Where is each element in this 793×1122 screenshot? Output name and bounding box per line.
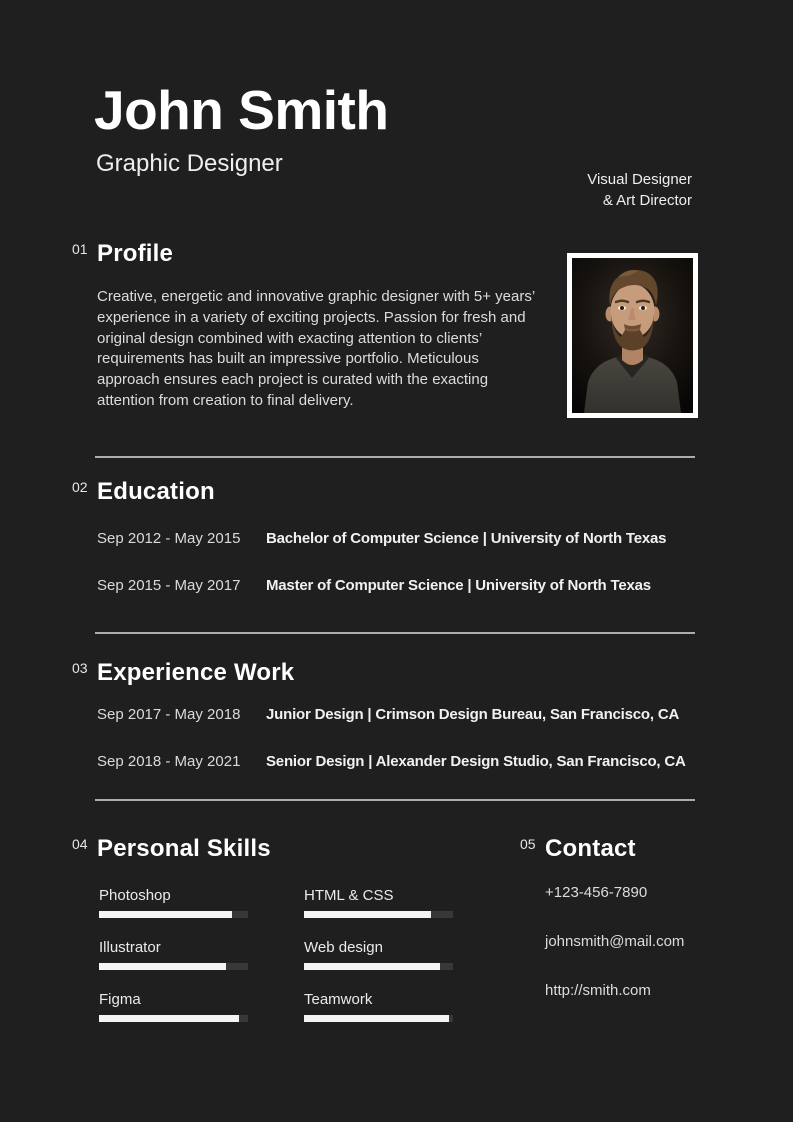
skill-item [304,887,453,918]
skill-bar-track [304,963,453,970]
skill-name: Illustrator [99,939,161,956]
skill-name: HTML & CSS [304,887,394,904]
portrait-illustration [572,258,693,413]
skill-bar-track [99,911,248,918]
divider [95,632,695,634]
tagline-line-1: Visual Designer [587,171,692,188]
contact-email[interactable]: johnsmith@mail.com [545,933,685,950]
skill-bar-track [304,911,453,918]
skill-bar-track [304,1015,453,1022]
section-title: Education [97,478,215,505]
experience-role: Junior Design | Crimson Design Bureau, San Francisco, CA [266,706,680,723]
section-title: Experience Work [97,659,295,686]
education-degree: Master of Computer Science | University of North Texas [266,577,651,594]
skill-bar-track [99,1015,248,1022]
profile-text: Creative, energetic and innovative graphic designer with 5+ years’ experience in a variety of exciting projects. Passion for fresh and original design combined with exacting attention to clients’ requirements has built an impressive portfolio. Meticulous approach ensures each project is curated with the exacting attention from creation to final delivery. [97,288,535,409]
skill-name: Web design [304,939,383,956]
skill-name: Figma [99,991,141,1008]
experience-dates: Sep 2017 - May 2018 [97,706,241,723]
section-number: 01 [72,241,88,257]
experience-role: Senior Design | Alexander Design Studio, San Francisco, CA [266,753,686,770]
education-row [97,577,793,594]
person-name: John Smith [94,79,389,141]
section-number: 03 [72,660,88,676]
section-number: 02 [72,479,88,495]
section-contact [520,835,793,1031]
experience-row [97,753,793,770]
section-number: 04 [72,836,88,852]
education-heading [0,478,793,506]
skill-bar-fill [99,1015,239,1022]
job-title: Graphic Designer [96,150,283,177]
divider [95,456,695,458]
education-dates: Sep 2015 - May 2017 [97,577,241,594]
skill-item [99,991,248,1022]
section-title: Profile [97,240,174,267]
divider [95,799,695,801]
skill-item [99,939,248,970]
experience-row [97,706,793,723]
skill-bar-fill [99,911,232,918]
skills-column-right [304,887,453,1022]
education-row [97,530,793,547]
section-number: 05 [520,836,536,852]
section-education [0,478,793,594]
skill-bar-fill [304,911,431,918]
skills-column-left [99,887,248,1022]
skill-name: Photoshop [99,887,171,904]
contact-website[interactable]: http://smith.com [545,982,651,999]
experience-dates: Sep 2018 - May 2021 [97,753,241,770]
skill-bar-fill [304,1015,449,1022]
skill-item [304,991,453,1022]
contact-phone[interactable]: +123-456-7890 [545,884,648,901]
contact-list [545,884,793,999]
tagline [587,169,692,211]
contact-heading [520,835,793,863]
experience-heading [0,659,793,687]
section-title: Contact [545,835,636,862]
skill-item [99,887,248,918]
skill-name: Teamwork [304,991,373,1008]
skill-bar-track [99,963,248,970]
section-title: Personal Skills [97,835,271,862]
profile-photo [567,253,698,418]
skill-bar-fill [304,963,440,970]
skill-item [304,939,453,970]
tagline-line-2: & Art Director [602,192,692,209]
section-experience [0,659,793,770]
education-degree: Bachelor of Computer Science | University of North Texas [266,530,667,547]
education-dates: Sep 2012 - May 2015 [97,530,241,547]
skill-bar-fill [99,963,226,970]
